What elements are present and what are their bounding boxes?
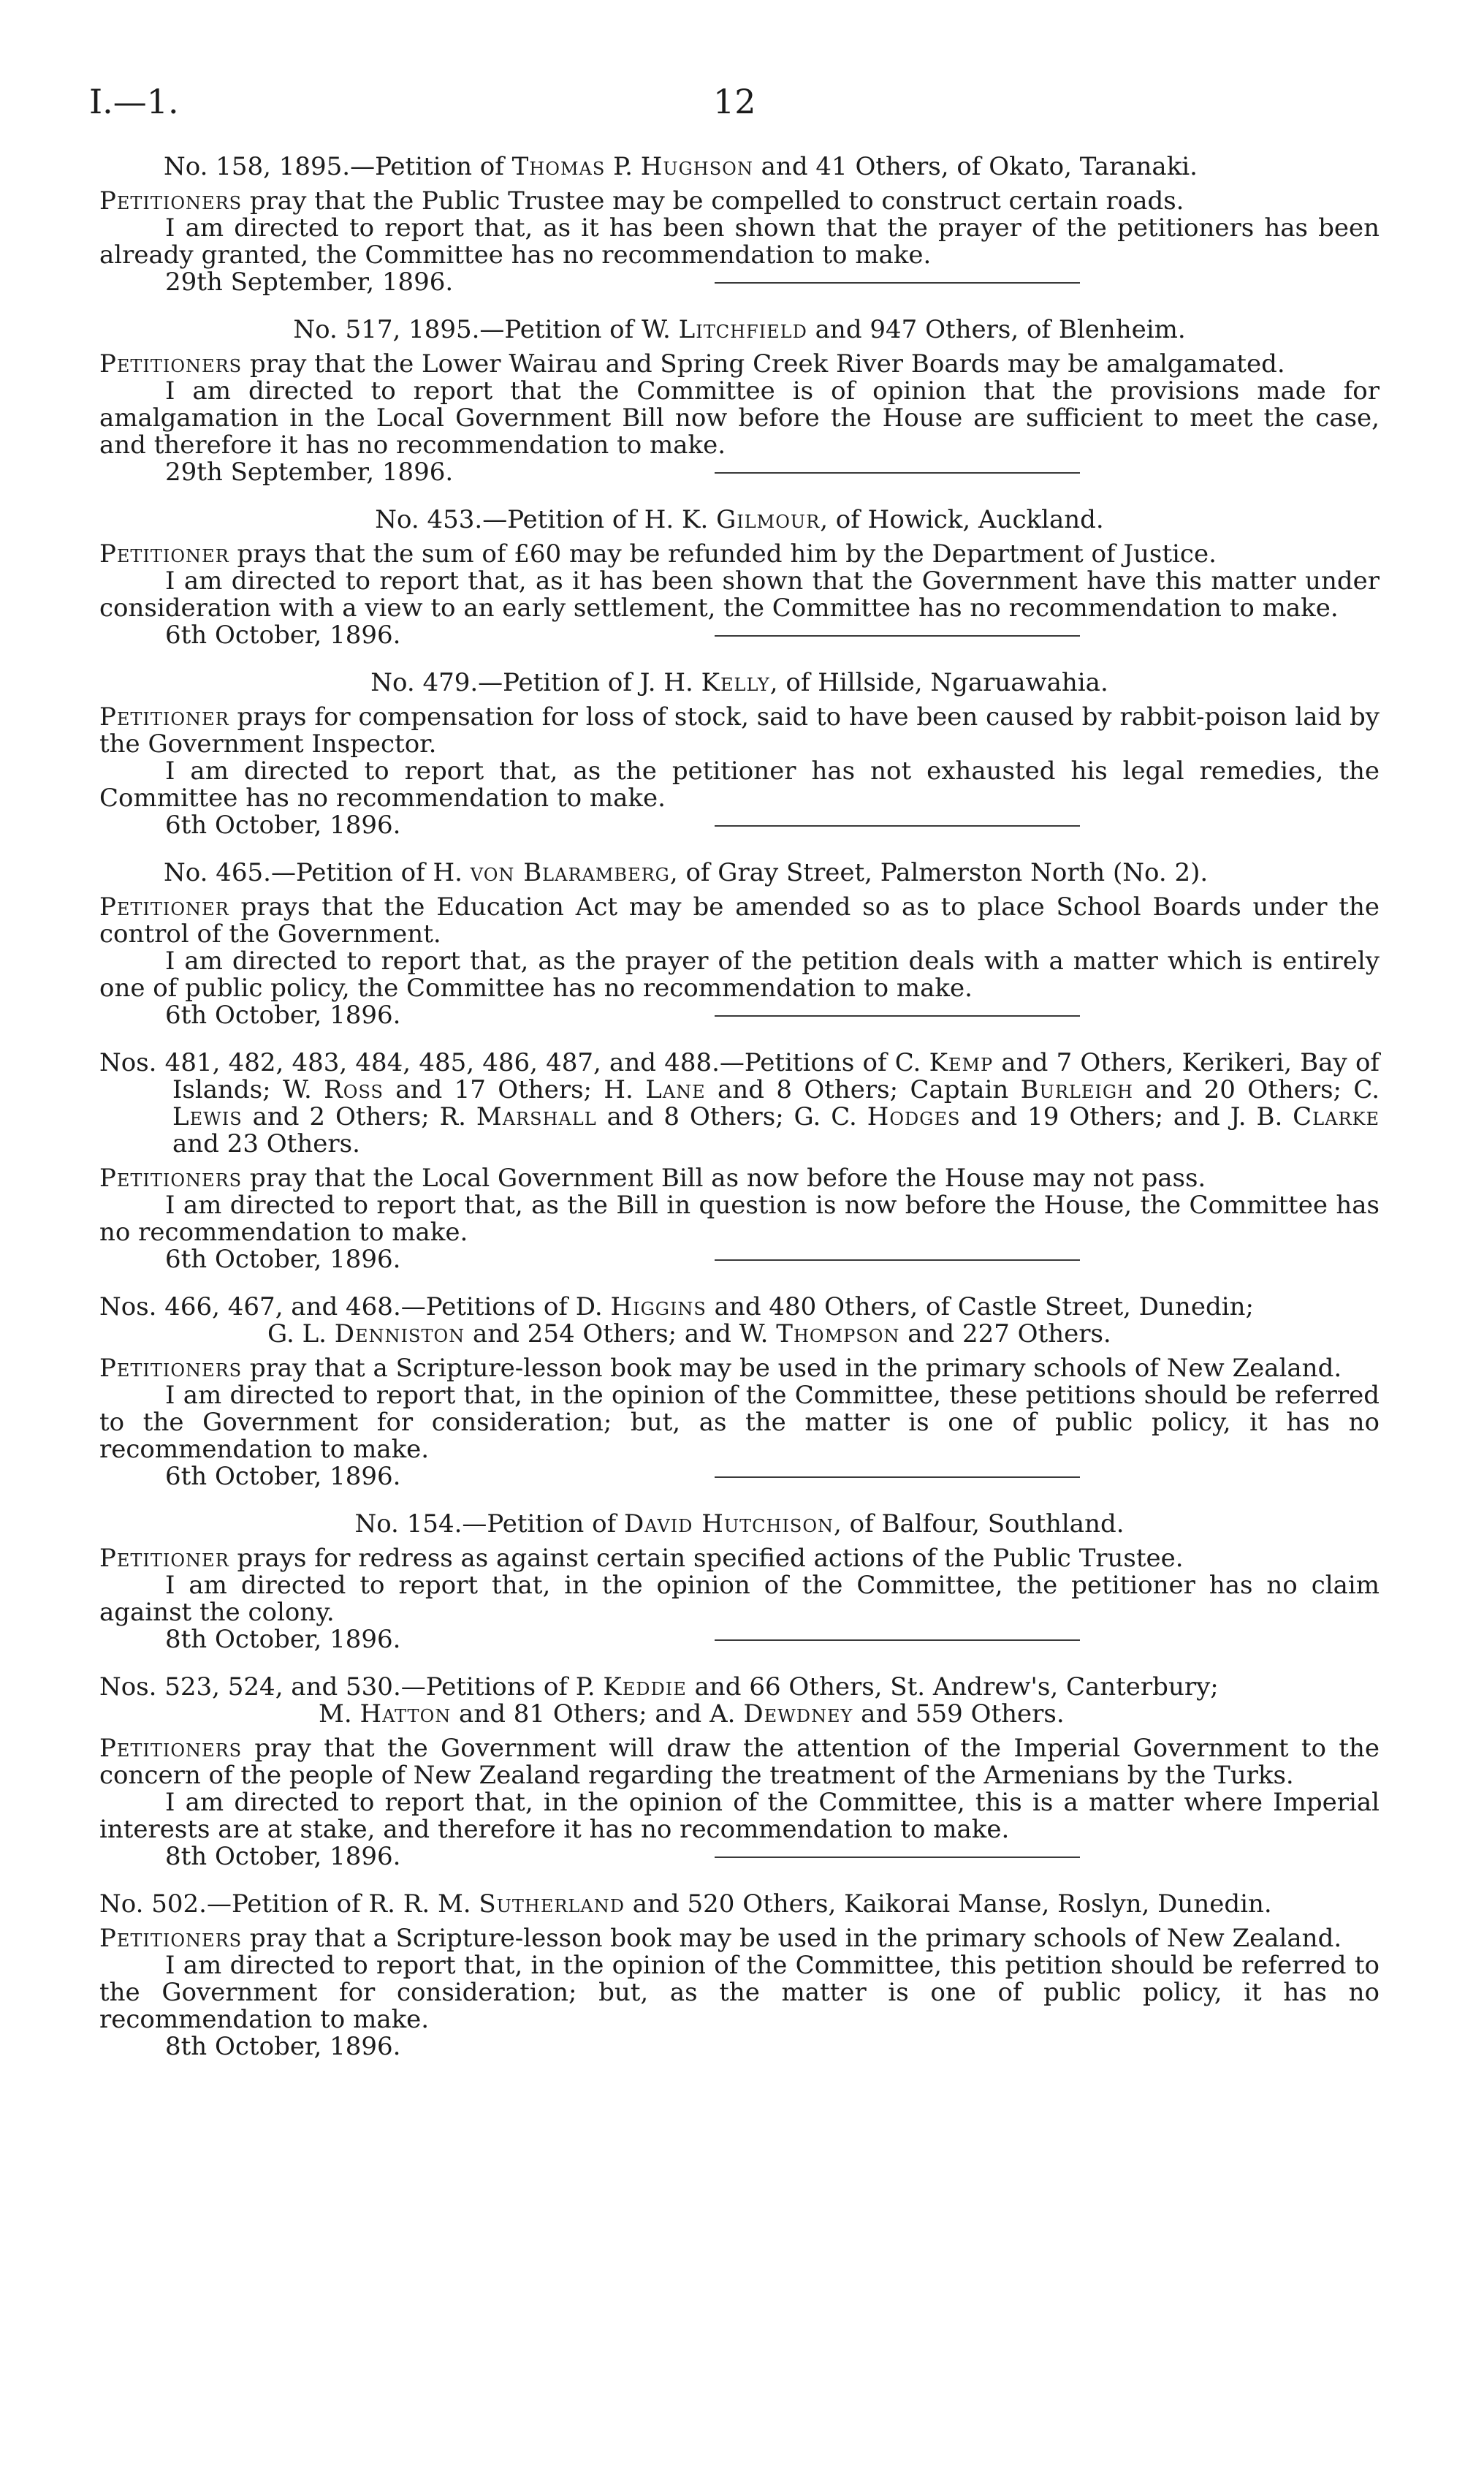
- report-date: 29th September, 1896.: [165, 268, 454, 297]
- committee-report: I am directed to report that, as the Bill in question is now before the House, the Committee has no recommendation to make.: [99, 1191, 1380, 1247]
- petition-title: No. 453.—Petition of H. K. Gilmour, of Howick, Auckland.: [375, 505, 1104, 534]
- petition-title: No. 517, 1895.—Petition of W. Litchfield and 947 Others, of Blenheim.: [293, 315, 1186, 344]
- petition-entry: [99, 1674, 1380, 1870]
- petitioner-name: Sutherland: [479, 1889, 625, 1919]
- petition-title: No. 154.—Petition of David Hutchison, of Balfour, Southland.: [354, 1509, 1125, 1539]
- petition-entry: [99, 507, 1380, 649]
- petition-entry: [99, 860, 1380, 1029]
- petitioner-name: Lewis: [172, 1102, 243, 1131]
- petitioner-name: Hodges: [867, 1102, 961, 1131]
- report-date: 8th October, 1896.: [165, 1625, 401, 1654]
- committee-report: I am directed to report that, as it has been shown that the Government have this matter under consideration with a view to an early settlement, the Committee has no recommendation to make.: [99, 566, 1380, 623]
- divider-rule: [715, 472, 1080, 474]
- petition-prayer: Petitioners pray that the Government will draw the attention of the Imperial Government to the concern of the people of New Zealand regarding the treatment of the Armenians by the Turks.: [99, 1734, 1380, 1790]
- petitioner-name: Higgins: [610, 1292, 707, 1321]
- petitioner-name: Clarke: [1293, 1102, 1380, 1131]
- petitioner-name: Litchfield: [678, 315, 807, 344]
- petition-entry: [99, 670, 1380, 839]
- petition-entry: [99, 1891, 1380, 2060]
- petitioner-name: Thomas: [511, 152, 606, 181]
- report-date: 6th October, 1896.: [165, 811, 401, 840]
- report-date: 6th October, 1896.: [165, 621, 401, 650]
- committee-report: I am directed to report that, as the prayer of the petition deals with a matter which is entirely one of public policy, the Committee has no recommendation to make.: [99, 947, 1380, 1003]
- petition-title: No. 502.—Petition of R. R. M. Sutherland and 520 Others, Kaikorai Manse, Roslyn, Dunedin.: [99, 1889, 1272, 1919]
- divider-rule: [715, 1015, 1080, 1017]
- petitioner-name: Lane: [645, 1075, 706, 1104]
- petition-title: No. 479.—Petition of J. H. Kelly, of Hillside, Ngaruawahia.: [370, 668, 1108, 697]
- petition-prayer: Petitioner prays for redress as against certain specified actions of the Public Trustee.: [99, 1544, 1184, 1573]
- divider-rule: [715, 282, 1080, 284]
- petition-prayer: Petitioner prays that the Education Act may be amended so as to place School Boards under the control of the Government.: [99, 892, 1380, 949]
- petition-prayer: Petitioners pray that a Scripture-lesson book may be used in the primary schools of New Zealand.: [99, 1354, 1342, 1383]
- divider-rule: [715, 1857, 1080, 1858]
- committee-report: I am directed to report that the Committee is of opinion that the provisions made for amalgamation in the Local Government Bill now before the House are sufficient to meet the case, and therefore it has no recommendation to make.: [99, 376, 1380, 460]
- petitioner-name: Kemp: [929, 1048, 994, 1077]
- petitioner-name: Denniston: [334, 1319, 465, 1349]
- page-number: 12: [713, 82, 756, 121]
- petition-prayer: Petitioner prays that the sum of £60 may be refunded him by the Department of Justice.: [99, 539, 1217, 569]
- report-date: 6th October, 1896.: [165, 1245, 401, 1274]
- committee-report: I am directed to report that, in the opinion of the Committee, these petitions should be referred to the Government for consideration; but, as the matter is one of public policy, it has no recommendation to make.: [99, 1381, 1380, 1464]
- report-date: 29th September, 1896.: [165, 458, 454, 487]
- petition-prayer: Petitioners pray that the Public Trustee may be compelled to construct certain roads.: [99, 186, 1184, 216]
- petitioner-name: Burleigh: [1020, 1075, 1133, 1104]
- petition-title: Nos. 481, 482, 483, 484, 485, 486, 487, and 488.—Petitions of C. Kemp and 7 Others, Kerikeri, Bay of Islands; W. Ross and 17 Others; H. Lane and 8 Others; Captain Burleigh and 20 Others; C. Lewis and 2 Others; R. Marshall and 8 Others; G. C. Hodges and 19 Others; and J. B. Clarke and 23 Others.: [99, 1048, 1380, 1158]
- petitioner-name: von Blaramberg: [470, 858, 670, 887]
- petitioner-name: Thompson: [776, 1319, 900, 1349]
- committee-report: I am directed to report that, in the opinion of the Committee, this is a matter where Imperial interests are at stake, and therefore it has no recommendation to make.: [99, 1788, 1380, 1844]
- petitioner-name: Keddie: [603, 1672, 687, 1702]
- report-date: 8th October, 1896.: [165, 1842, 401, 1871]
- report-date: 6th October, 1896.: [165, 1001, 401, 1030]
- petition-entry: [99, 1511, 1380, 1653]
- series-reference: I.—1.: [89, 82, 179, 121]
- petition-prayer: Petitioners pray that a Scripture-lesson book may be used in the primary schools of New Zealand.: [99, 1924, 1342, 1953]
- petition-prayer: Petitioners pray that the Lower Wairau and Spring Creek River Boards may be amalgamated.: [99, 349, 1285, 379]
- divider-rule: [715, 1639, 1080, 1641]
- report-date: 6th October, 1896.: [165, 1462, 401, 1491]
- petition-prayer: Petitioners pray that the Local Government Bill as now before the House may not pass.: [99, 1164, 1206, 1193]
- petitioner-name: Hatton: [359, 1699, 452, 1729]
- petition-title: No. 158, 1895.—Petition of Thomas P. Hughson and 41 Others, of Okato, Taranaki.: [164, 152, 1198, 181]
- committee-report: I am directed to report that, as the petitioner has not exhausted his legal remedies, the Committee has no recommendation to make.: [99, 756, 1380, 813]
- petitioner-name: Dewdney: [743, 1699, 853, 1729]
- petition-entry: [99, 153, 1380, 296]
- petition-entry: [99, 1294, 1380, 1490]
- committee-report: I am directed to report that, in the opinion of the Committee, the petitioner has no claim against the colony.: [99, 1571, 1380, 1627]
- petitioner-name: Gilmour: [716, 505, 821, 534]
- petitioner-name: Kelly: [701, 668, 770, 697]
- petition-title: Nos. 523, 524, and 530.—Petitions of P. Keddie and 66 Others, St. Andrew's, Canterbury; M. Hatton and 81 Others; and A. Dewdney and 559 Others.: [99, 1672, 1219, 1729]
- petitioner-name: Marshall: [476, 1102, 597, 1131]
- petition-entry: [99, 316, 1380, 486]
- petition-title: Nos. 466, 467, and 468.—Petitions of D. Higgins and 480 Others, of Castle Street, Dunedin; G. L. Denniston and 254 Others; and W. Thompson and 227 Others.: [99, 1292, 1254, 1349]
- report-date: 8th October, 1896.: [165, 2032, 401, 2061]
- committee-report: I am directed to report that, as it has been shown that the prayer of the petitioners has been already granted, the Committee has no recommendation to make.: [99, 213, 1380, 270]
- petitioner-name: Hughson: [640, 152, 753, 181]
- petition-prayer: Petitioner prays for compensation for loss of stock, said to have been caused by rabbit-poison laid by the Government Inspector.: [99, 702, 1380, 759]
- divider-rule: [715, 1259, 1080, 1261]
- committee-report: I am directed to report that, in the opinion of the Committee, this petition should be referred to the Government for consideration; but, as the matter is one of public policy, it has no recommendation to make.: [99, 1951, 1380, 2034]
- divider-rule: [715, 1476, 1080, 1478]
- divider-rule: [715, 635, 1080, 637]
- petition-entry: [99, 1050, 1380, 1273]
- divider-rule: [715, 825, 1080, 827]
- petition-title: No. 465.—Petition of H. von Blaramberg, of Gray Street, Palmerston North (No. 2).: [164, 858, 1209, 887]
- petitioner-name: Ross: [324, 1075, 384, 1104]
- petition-list: [99, 153, 1380, 2081]
- petitioner-name: David Hutchison: [623, 1509, 834, 1539]
